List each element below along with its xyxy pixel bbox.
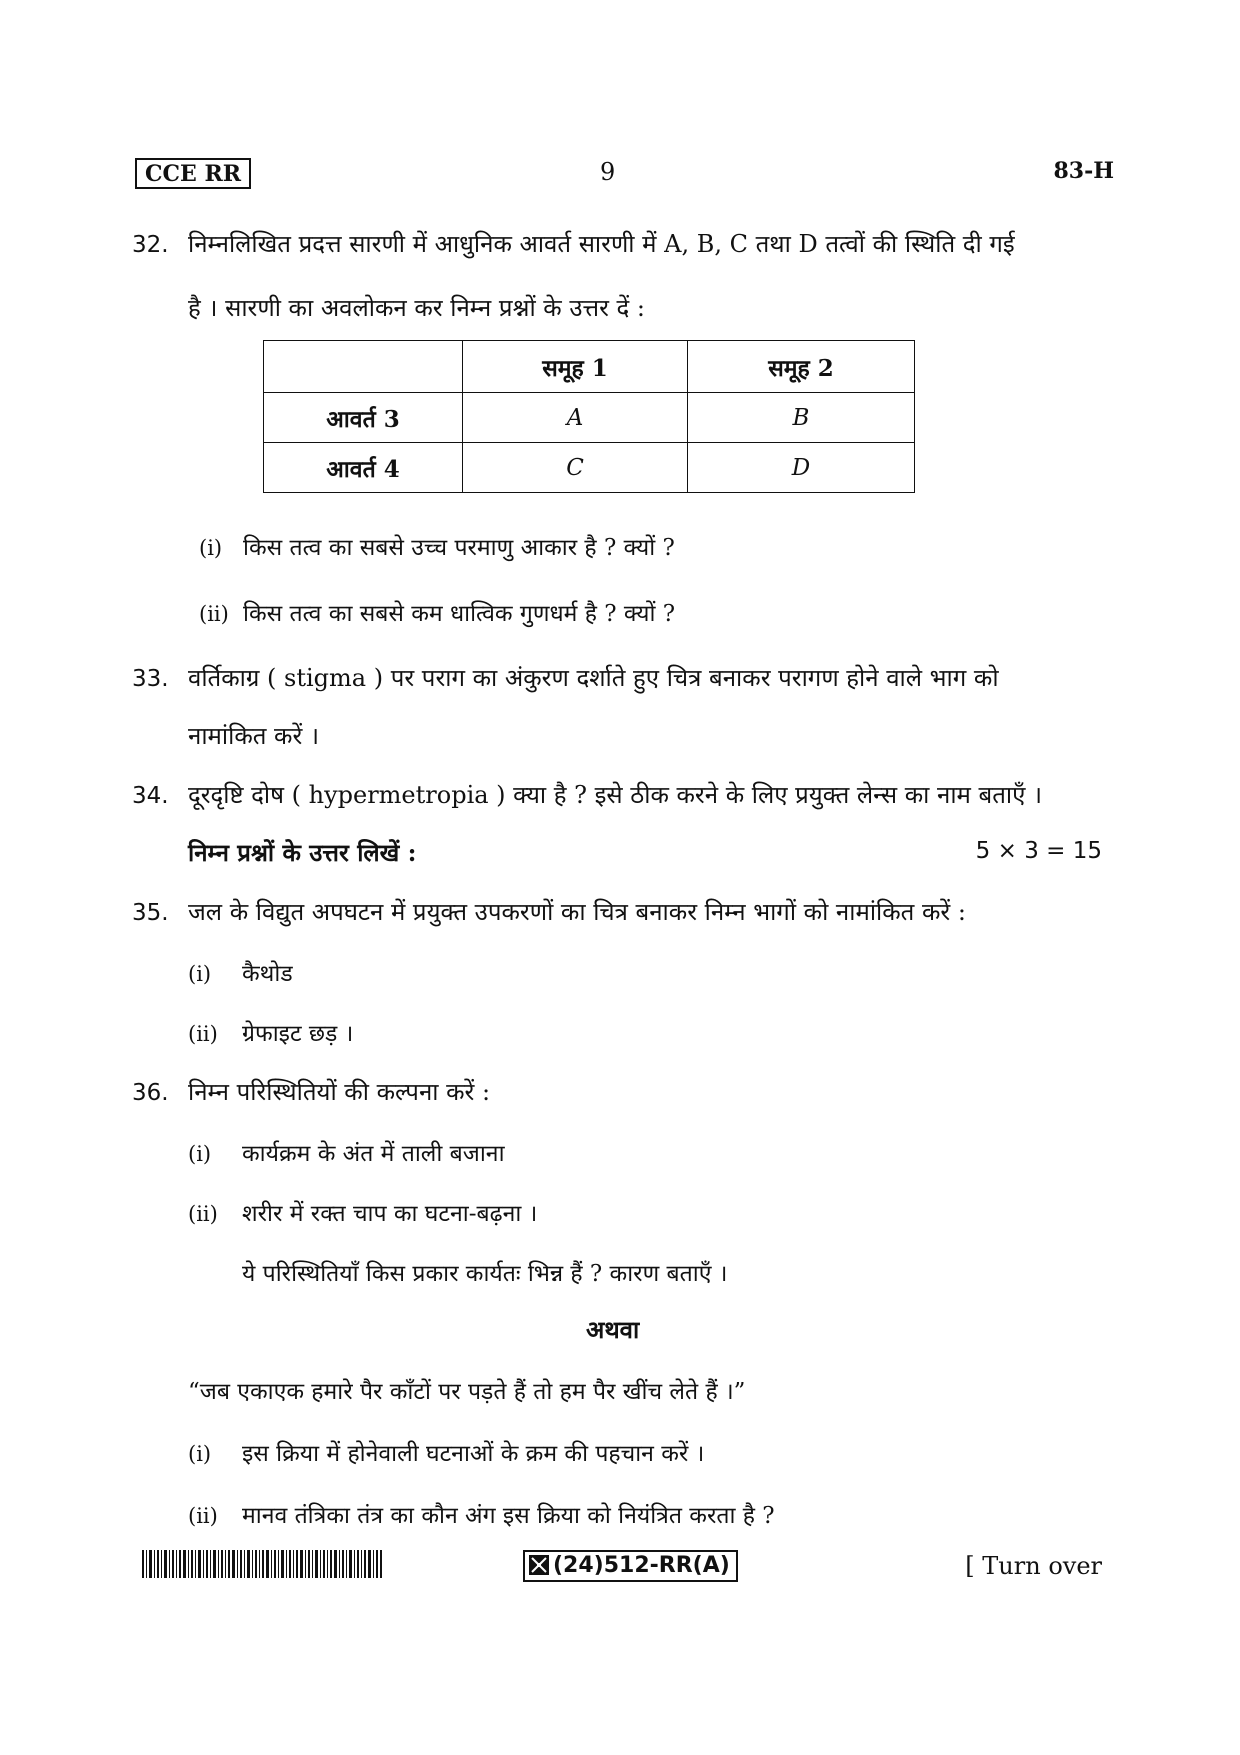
sub-text: ग्रेफाइट छड़ । xyxy=(242,1021,354,1047)
question-35 xyxy=(132,896,169,929)
page-number: 9 xyxy=(600,158,616,186)
barcode-graphic xyxy=(142,1550,382,1578)
question-number: 34. xyxy=(132,783,169,809)
table-header-cell: समूह 2 xyxy=(688,341,915,393)
paper-id-box xyxy=(523,1550,738,1582)
qr-icon xyxy=(529,1555,549,1575)
paper-code: 83-H xyxy=(1053,158,1114,184)
question-34 xyxy=(132,779,169,812)
turn-over-label: [ Turn over xyxy=(965,1552,1102,1580)
sub-label: (ii) xyxy=(199,602,229,626)
question-number: 33. xyxy=(132,666,169,692)
question-number: 36. xyxy=(132,1080,169,1106)
sub-text: शरीर में रक्त चाप का घटना-बढ़ना । xyxy=(242,1201,538,1227)
element-position-table xyxy=(263,340,915,493)
table-cell: आवर्त 3 xyxy=(264,393,463,443)
table-header-cell xyxy=(264,341,463,393)
q36-alt-i xyxy=(188,1436,704,1468)
q33-line2: नामांकित करें । xyxy=(188,722,320,750)
sub-label: (ii) xyxy=(188,1022,218,1046)
sub-text: मानव तंत्रिका तंत्र का कौन अंग इस क्रिया को नियंत्रित करता है ? xyxy=(242,1503,775,1529)
table-cell: D xyxy=(688,443,915,493)
sub-label: (i) xyxy=(188,1142,212,1166)
or-divider: अथवा xyxy=(586,1315,640,1344)
table-row xyxy=(264,443,915,493)
sub-text: कैथोड xyxy=(242,961,293,987)
q33-line1: वर्तिकाग्र ( stigma ) पर पराग का अंकुरण दर्शाते हुए चित्र बनाकर परागण होने वाले भाग को xyxy=(188,664,999,692)
q36-follow-up: ये परिस्थितियाँ किस प्रकार कार्यतः भिन्न हैं ? कारण बताएँ । xyxy=(242,1261,728,1287)
sub-label: (i) xyxy=(188,962,212,986)
table-header-cell: समूह 1 xyxy=(463,341,688,393)
table-cell: A xyxy=(463,393,688,443)
question-36 xyxy=(132,1076,169,1109)
table-header-row xyxy=(264,341,915,393)
table-row xyxy=(264,393,915,443)
q34-line1: दूरदृष्टि दोष ( hypermetropia ) क्या है ? इसे ठीक करने के लिए प्रयुक्त लेन्स का नाम बताएँ । xyxy=(188,781,1043,809)
sub-text: किस तत्व का सबसे कम धात्विक गुणधर्म है ? क्यों ? xyxy=(243,601,676,627)
sub-label: (i) xyxy=(188,1442,212,1466)
sub-text: किस तत्व का सबसे उच्च परमाणु आकार है ? क्यों ? xyxy=(243,535,675,561)
q32-sub-i xyxy=(199,530,675,562)
q32-line1: निम्नलिखित प्रदत्त सारणी में आधुनिक आवर्त सारणी में A, B, C तथा D तत्वों की स्थिति दी गई xyxy=(188,230,1015,258)
question-number: 32. xyxy=(132,232,169,258)
table-cell: आवर्त 4 xyxy=(264,443,463,493)
q36-line1: निम्न परिस्थितियों की कल्पना करें : xyxy=(188,1078,491,1106)
q35-sub-i xyxy=(188,956,293,988)
q32-sub-ii xyxy=(199,596,675,628)
question-number: 35. xyxy=(132,900,169,926)
header-code-box: CCE RR xyxy=(135,158,251,189)
sub-label: (ii) xyxy=(188,1202,218,1226)
q36-sub-i xyxy=(188,1136,505,1168)
sub-label: (ii) xyxy=(188,1504,218,1528)
section-heading: निम्न प्रश्नों के उत्तर लिखें : xyxy=(188,838,417,867)
paper-id-text: (24)512-RR(A) xyxy=(553,1553,730,1578)
sub-text: कार्यक्रम के अंत में ताली बजाना xyxy=(242,1141,505,1167)
q32-line2: है । सारणी का अवलोकन कर निम्न प्रश्नों के उत्तर दें : xyxy=(188,294,645,322)
table-cell: B xyxy=(688,393,915,443)
section-marks: 5 × 3 = 15 xyxy=(975,838,1102,864)
q35-line1: जल के विद्युत अपघटन में प्रयुक्त उपकरणों का चित्र बनाकर निम्न भागों को नामांकित करें : xyxy=(188,898,966,926)
question-32 xyxy=(132,228,169,261)
sub-text: इस क्रिया में होनेवाली घटनाओं के क्रम की पहचान करें । xyxy=(242,1441,705,1467)
q36-alt-ii xyxy=(188,1498,775,1530)
question-33 xyxy=(132,662,169,695)
q36-sub-ii xyxy=(188,1196,537,1228)
q36-quote: “जब एकाएक हमारे पैर काँटों पर पड़ते हैं तो हम पैर खींच लेते हैं ।” xyxy=(188,1379,746,1405)
sub-label: (i) xyxy=(199,536,223,560)
q35-sub-ii xyxy=(188,1016,353,1048)
table-cell: C xyxy=(463,443,688,493)
